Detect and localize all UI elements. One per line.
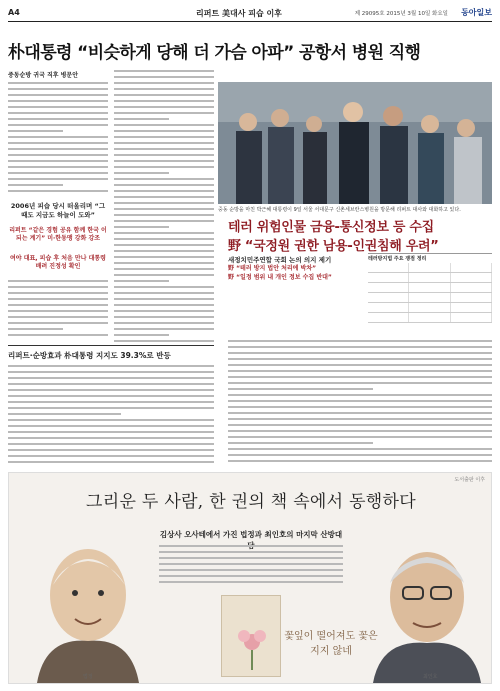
text-line xyxy=(114,280,169,282)
flower-icon xyxy=(222,596,282,678)
text-line xyxy=(8,316,108,318)
text-line xyxy=(114,214,214,216)
article-subhead-3: 여야 대표, 피습 후 처음 만나 대통령 배려 진정성 확인 xyxy=(10,255,106,271)
text-line xyxy=(8,142,108,144)
text-line xyxy=(8,160,108,162)
text-line xyxy=(8,166,108,168)
text-line xyxy=(159,545,343,547)
text-line xyxy=(114,148,214,150)
text-line xyxy=(8,100,108,102)
text-line xyxy=(114,334,169,336)
text-line xyxy=(114,250,214,252)
text-line xyxy=(8,443,214,445)
right-subhead-3: 野 “일정 범위 내 개인 정보 수집 반대” xyxy=(228,274,332,281)
article-subhead-1: 2006년 피습 당시 떠올리며 “그때도 지금도 하늘이 도와” xyxy=(10,202,106,219)
right-subhead-2: 野 “테러 방지 법안 처리에 박차” xyxy=(228,265,317,272)
text-line xyxy=(114,268,214,270)
text-line xyxy=(228,388,373,390)
text-line xyxy=(228,364,492,366)
text-line xyxy=(228,448,492,450)
photo-image xyxy=(218,82,492,204)
news-photo xyxy=(218,82,492,204)
text-line xyxy=(8,455,214,457)
page-header xyxy=(8,6,492,22)
text-line xyxy=(114,76,214,78)
ad-subtitle: 김상사 오사테에서 가진 법정과 최인호의 마지막 산방대 xyxy=(159,530,343,539)
issue-table xyxy=(368,253,492,335)
text-line xyxy=(114,340,214,342)
text-line xyxy=(228,376,492,378)
text-line xyxy=(228,424,492,426)
text-line xyxy=(114,328,214,330)
article-headline-2: 테러 위험인물 금융-통신정보 등 수집 xyxy=(228,220,434,235)
article-subhead-2: 리퍼트 “같은 경험 공유 함께 한국 이 되는 계기” 미·한동맹 강화 강조 xyxy=(9,227,107,243)
text-line xyxy=(8,298,108,300)
text-line xyxy=(8,449,214,451)
text-line xyxy=(8,383,214,385)
book-cover xyxy=(221,595,281,677)
text-line xyxy=(228,418,492,420)
text-line xyxy=(8,413,121,415)
text-line xyxy=(114,208,214,210)
text-line xyxy=(114,244,214,246)
article-body-center xyxy=(114,70,214,342)
text-line xyxy=(228,460,492,462)
text-line xyxy=(8,431,214,433)
text-line xyxy=(8,148,108,150)
right-subhead-1: 새정치민주연합 국회 논의 의지 제기 xyxy=(228,256,332,264)
text-line xyxy=(228,358,492,360)
text-line xyxy=(114,124,214,126)
text-line xyxy=(228,442,373,444)
text-line xyxy=(228,352,492,354)
text-line xyxy=(228,370,492,372)
text-line xyxy=(114,88,214,90)
text-line xyxy=(8,310,108,312)
photo-caption: 중동 순방을 마친 박근혜 대통령이 9일 서울 서대문구 신촌세브란스병원을 방문해 리퍼트 대사와 대화하고 있다. xyxy=(218,207,461,213)
text-line xyxy=(8,124,108,126)
text-line xyxy=(8,425,214,427)
text-line xyxy=(8,82,108,84)
text-line xyxy=(8,292,108,294)
text-line xyxy=(8,401,214,403)
text-line xyxy=(114,256,214,258)
text-line xyxy=(228,346,492,348)
text-line xyxy=(8,136,108,138)
text-line xyxy=(114,178,214,180)
text-line xyxy=(8,304,108,306)
text-line xyxy=(8,118,108,120)
text-line xyxy=(114,154,214,156)
text-line xyxy=(228,430,492,432)
text-line xyxy=(114,106,214,108)
text-line xyxy=(114,82,214,84)
text-line xyxy=(8,106,108,108)
text-line xyxy=(114,118,169,120)
text-line xyxy=(114,130,214,132)
text-line xyxy=(114,274,214,276)
text-line xyxy=(159,563,343,565)
text-line xyxy=(8,461,214,463)
text-line xyxy=(114,70,214,72)
advertisement xyxy=(8,472,492,684)
text-line xyxy=(114,202,214,204)
main-headline: 朴대통령 “비슷하게 당해 더 가슴 아파” 공항서 병원 직행 xyxy=(8,43,421,63)
text-line xyxy=(228,394,492,396)
text-line xyxy=(8,130,63,132)
sidebar-box xyxy=(8,345,214,463)
text-line xyxy=(114,262,214,264)
text-line xyxy=(228,412,492,414)
text-line xyxy=(8,371,214,373)
ad-publisher: 도서출판 이후 xyxy=(454,477,485,483)
text-line xyxy=(8,94,108,96)
text-line xyxy=(228,382,492,384)
text-line xyxy=(114,112,214,114)
text-line xyxy=(114,160,214,162)
text-line xyxy=(8,280,108,282)
text-line xyxy=(228,436,492,438)
article-kicker: 중동순방 귀국 직후 병문안 xyxy=(8,72,79,79)
text-line xyxy=(8,365,214,367)
text-line xyxy=(159,575,343,577)
text-line xyxy=(8,407,214,409)
text-line xyxy=(228,454,492,456)
text-line xyxy=(8,322,108,324)
sidebar-box-title: 리퍼트·순방효과 朴대통령 지지도 39.3%로 반등 xyxy=(8,351,171,360)
text-line xyxy=(8,419,214,421)
person-name-left: 법정 xyxy=(83,674,93,680)
book-title: 꽃잎이 떨어져도 꽃은 지지 않네 xyxy=(284,631,378,657)
text-line xyxy=(8,190,108,192)
text-line xyxy=(114,184,214,186)
text-line xyxy=(8,286,108,288)
portrait-right xyxy=(369,533,485,683)
text-line xyxy=(8,178,108,180)
article-body-left xyxy=(8,82,108,192)
table-title: 테러방지법 주요 쟁점 정리 xyxy=(368,256,427,262)
ad-copy xyxy=(159,545,343,587)
section-title: 리퍼트 美대사 피습 이후 xyxy=(196,9,282,18)
text-line xyxy=(114,232,214,234)
newspaper-brand: 동아일보 xyxy=(461,7,492,17)
text-line xyxy=(159,581,343,583)
text-line xyxy=(228,400,492,402)
text-line xyxy=(114,190,214,192)
person-name-right: 최인호 xyxy=(423,674,438,680)
text-line xyxy=(159,569,343,571)
article-body-right xyxy=(228,340,492,462)
text-line xyxy=(114,100,214,102)
text-line xyxy=(8,112,108,114)
text-line xyxy=(114,226,169,228)
text-line xyxy=(8,88,108,90)
text-line xyxy=(114,316,214,318)
text-line xyxy=(228,406,492,408)
sidebar-box-body xyxy=(8,365,214,465)
ad-title: 그리운 두 사람, 한 권의 책 속에서 동행하다 xyxy=(86,492,416,512)
text-line xyxy=(114,322,214,324)
text-line xyxy=(8,334,108,336)
text-line xyxy=(114,286,214,288)
text-line xyxy=(114,310,214,312)
text-line xyxy=(159,551,343,553)
portrait-left xyxy=(33,533,143,683)
text-line xyxy=(114,292,214,294)
text-line xyxy=(8,395,214,397)
text-line xyxy=(114,298,214,300)
article-headline-2b: 野 “국정원 권한 남용-인권침해 우려” xyxy=(228,239,439,254)
text-line xyxy=(8,377,214,379)
text-line xyxy=(114,220,214,222)
page-number: A4 xyxy=(8,8,20,17)
text-line xyxy=(159,557,343,559)
text-line xyxy=(114,142,214,144)
text-line xyxy=(114,94,214,96)
text-line xyxy=(114,166,214,168)
text-line xyxy=(114,136,214,138)
issue-date: 제 29095호 2015년 3월 10일 화요일 xyxy=(354,11,448,17)
text-line xyxy=(8,328,63,330)
text-line xyxy=(8,154,108,156)
text-line xyxy=(8,437,214,439)
text-line xyxy=(8,389,214,391)
text-line xyxy=(8,172,108,174)
left-article xyxy=(8,70,108,79)
text-line xyxy=(114,172,169,174)
text-line xyxy=(114,196,214,198)
text-line xyxy=(228,340,492,342)
text-line xyxy=(114,304,214,306)
article-body-left-2 xyxy=(8,280,108,340)
text-line xyxy=(8,184,63,186)
text-line xyxy=(114,238,214,240)
